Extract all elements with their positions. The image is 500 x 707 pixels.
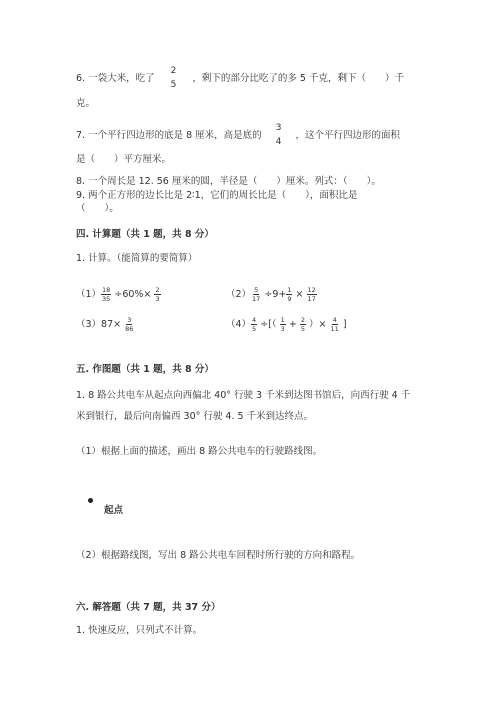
question-6-line-2: 克。 <box>76 98 96 109</box>
fraction-denominator: 3 <box>155 295 160 303</box>
calc-problem-4 <box>226 316 347 333</box>
problem-fraction <box>101 287 111 303</box>
section-5-heading: 五. 作图题（共 1 题，共 8 分） <box>76 364 214 375</box>
section-5-subquestion-2: （2）根据路线图，写出 8 路公共电车回程时所行驶的方向和路程。 <box>76 550 361 561</box>
problem-label: （1） <box>76 289 102 300</box>
problem-operator: ÷[（ <box>260 319 277 330</box>
section-4-heading: 四. 计算题（共 1 题，共 8 分） <box>76 229 214 240</box>
calc-problem-1 <box>76 286 161 303</box>
fraction-numerator: 1 <box>287 285 292 294</box>
problem-fraction <box>154 287 160 303</box>
problem-fraction <box>307 287 317 303</box>
problem-fraction <box>286 287 292 303</box>
problem-operator: + <box>288 319 297 330</box>
fraction-denominator: 5 <box>252 325 257 333</box>
problem-fraction <box>280 317 286 333</box>
q7-fraction <box>275 124 283 147</box>
question-6-line-1 <box>76 67 404 90</box>
section-4-intro: 1. 计算。（能简算的要简算） <box>76 253 198 264</box>
section-5-question-line-2: 米到银行，最后向南偏西 30° 行驶 4. 5 千米到达终点。 <box>76 411 314 422</box>
q6-text-part1: 6. 一袋大米，吃了 <box>76 73 155 84</box>
section-6-intro: 1. 快速反应，只列式不计算。 <box>76 625 203 636</box>
fraction-denominator: 17 <box>307 295 316 303</box>
fraction-numerator: 12 <box>307 285 316 294</box>
section-6-heading: 六. 解答题（共 7 题，共 37 分） <box>76 602 221 613</box>
question-9-line-2: （ ）。 <box>76 203 119 214</box>
fraction-denominator: 11 <box>330 325 339 333</box>
fraction-numerator: 3 <box>275 124 283 136</box>
problem-operator: 87× <box>101 319 122 330</box>
section-5-subquestion-1: （1）根据上面的描述，画出 8 路公共电车的行驶路线图。 <box>76 446 323 457</box>
q7-text-part2: ，这个平行四边形的面积 <box>295 130 400 141</box>
problem-fraction <box>251 287 261 303</box>
problem-fraction <box>300 317 306 333</box>
problem-fraction <box>330 317 340 333</box>
fraction-numerator: 3 <box>127 315 132 324</box>
problem-fraction <box>251 317 257 333</box>
fraction-numerator: 2 <box>300 315 305 324</box>
start-point-label: 起点 <box>104 505 124 516</box>
fraction-numerator: 18 <box>102 285 111 294</box>
fraction-denominator: 5 <box>170 80 177 90</box>
fraction-numerator: 1 <box>280 315 285 324</box>
question-9-line-1: 9. 两个正方形的边长比是 2∶1，它们的周长比是（ ），面积比是 <box>76 190 358 201</box>
question-7-line-1 <box>76 124 400 147</box>
start-point-dot <box>88 498 93 503</box>
fraction-denominator: 35 <box>102 295 111 303</box>
fraction-denominator: 4 <box>275 137 282 147</box>
problem-fraction <box>124 317 134 333</box>
section-5-question-line-1: 1. 8 路公共电车从起点向西偏北 40° 行驶 3 千米到达图书馆后，向西行驶 4 千 <box>76 390 411 401</box>
problem-operator: ] <box>342 319 347 330</box>
fraction-numerator: 4 <box>252 315 257 324</box>
fraction-denominator: 9 <box>287 295 292 303</box>
fraction-numerator: 5 <box>254 285 259 294</box>
problem-operator: ）× <box>309 319 327 330</box>
problem-label: （4） <box>226 319 252 330</box>
problem-label: （3） <box>76 319 102 330</box>
fraction-denominator: 3 <box>280 325 285 333</box>
calc-problem-3 <box>76 316 134 333</box>
question-7-line-2: 是（ ）平方厘米。 <box>76 154 172 165</box>
calc-problem-2 <box>226 286 317 303</box>
q6-text-part2: ，剩下的部分比吃了的多 5 千克，剩下（ ）千 <box>192 73 404 84</box>
fraction-numerator: 2 <box>155 285 160 294</box>
q6-fraction <box>170 67 178 90</box>
fraction-denominator: 17 <box>252 295 261 303</box>
problem-operator: × <box>295 289 304 300</box>
problem-label: （2） <box>226 289 252 300</box>
problem-operator: ÷9+ <box>264 289 287 300</box>
fraction-denominator: 86 <box>125 325 134 333</box>
fraction-numerator: 2 <box>170 67 178 79</box>
question-8: 8. 一个周长是 12. 56 厘米的圆，半径是（ ）厘米。列式：（ ）。 <box>76 176 381 187</box>
fraction-denominator: 5 <box>300 325 305 333</box>
q7-text-part1: 7. 一个平行四边形的底是 8 厘米，高是底的 <box>76 130 262 141</box>
problem-operator: ÷60%× <box>114 289 152 300</box>
fraction-numerator: 4 <box>332 315 337 324</box>
